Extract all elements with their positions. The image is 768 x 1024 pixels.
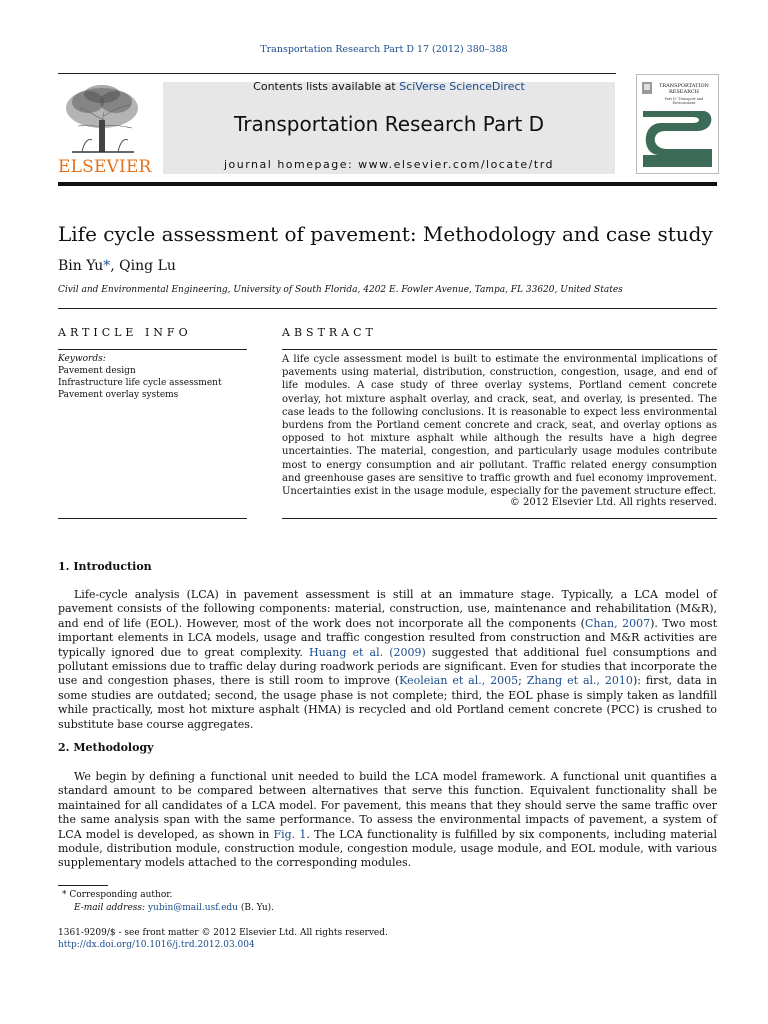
email-footnote	[74, 903, 274, 913]
text-run: ). Two most important elements in LCA models, usage and traffic congestion resulted from construction and M&R activities are typically ignored due to great complexity.	[58, 616, 718, 659]
issn-copyright-line: 1361-9209/$ - see front matter © 2012 Elsevier Ltd. All rights reserved.	[58, 928, 388, 938]
abstract-top-rule	[282, 349, 717, 350]
text-run: ): first, data in some studies are outdated; second, the usage phase is not complete; third, the EOL phase is simply taken as landfill while practically, most hot mixture asphalt (HMA) is recycled and old Portland cement concrete (PCC) is crushed to substitute base course aggregates.	[58, 674, 718, 731]
author-list	[58, 258, 176, 274]
journal-cover-thumbnail	[636, 74, 719, 174]
doi-link[interactable]: http://dx.doi.org/10.1016/j.trd.2012.03.004	[58, 940, 255, 950]
text-run: ;	[518, 674, 527, 688]
elsevier-wordmark: ELSEVIER	[58, 157, 152, 177]
figure-link[interactable]: Fig. 1	[273, 827, 307, 841]
section-heading-methodology: 2. Methodology	[58, 741, 154, 754]
keywords-label: Keywords:	[58, 354, 106, 364]
masthead-top-rule	[58, 73, 616, 74]
article-info-heading: ARTICLE INFO	[58, 326, 192, 339]
citation-link[interactable]: Chan, 2007	[584, 616, 651, 630]
masthead-bottom-rule	[58, 182, 717, 186]
article-info-top-rule	[58, 349, 247, 350]
keyword-item: Pavement design	[58, 366, 136, 376]
citation-link[interactable]: Huang et al. (2009)	[309, 645, 426, 659]
email-suffix: (B. Yu).	[237, 903, 275, 913]
sciencedirect-link[interactable]: SciVerse ScienceDirect	[399, 80, 525, 93]
text-run: We begin by defining a functional unit needed to build the LCA model framework. A functional unit quantifies a standard amount to be compared between alternatives that serve this function. Equivalent functionality shall be maintained for all candidates of a LCA model. For pavement, this means that they should serve the same traffic over the same analysis span with the same performance. To assess the environmental impacts of pavement, a system of LCA model is developed, as shown in	[58, 770, 717, 841]
text-run: . The LCA functionality is fulfilled by six components, including material module, distribution module, construction module, congestion module, usage module, and EOL module, with various supplementary models attached to the corresponding modules.	[58, 827, 718, 870]
abstract-heading: ABSTRACT	[282, 326, 377, 339]
author-first: Bin Yu	[58, 258, 104, 274]
author-affiliation: Civil and Environmental Engineering, University of South Florida, 4202 E. Fowler Avenue, Tampa, FL 33620, United States	[58, 285, 623, 295]
keyword-item: Pavement overlay systems	[58, 390, 179, 400]
methodology-paragraph	[58, 770, 717, 871]
author-rest: , Qing Lu	[110, 258, 176, 274]
citation-link[interactable]: Keoleian et al., 2005	[399, 674, 519, 688]
corresponding-author-mark[interactable]: *	[103, 258, 111, 274]
footnote-rule	[58, 885, 108, 886]
contents-prefix: Contents lists available at	[253, 80, 400, 93]
introduction-paragraph	[58, 588, 717, 732]
contents-available-line	[163, 80, 615, 93]
running-head[interactable]: Transportation Research Part D 17 (2012) 380–388	[260, 44, 508, 55]
cover-subtitle: Part D: Transport and Environment	[664, 97, 704, 105]
paper-title: Life cycle assessment of pavement: Methodology and case study	[58, 222, 713, 246]
abstract-bottom-rule	[282, 518, 717, 519]
keyword-item: Infrastructure life cycle assessment	[58, 378, 222, 388]
text-run: Life-cycle analysis (LCA) in pavement assessment is still at an immature stage. Typically, a LCA model of pavement consists of the following components: material, construction, use, maintenance and rehabilitation (M&R), and end of life (EOL). However, most of the work does not incorporate all the components (	[58, 588, 717, 630]
cover-title: TRANSPORTATION RESEARCH	[659, 83, 709, 95]
journal-homepage-link[interactable]: journal homepage: www.elsevier.com/locate/trd	[223, 158, 555, 171]
email-label: E-mail address:	[74, 903, 148, 913]
email-link[interactable]: yubin@mail.usf.edu	[147, 903, 238, 913]
keywords-list	[58, 365, 222, 401]
corresponding-author-footnote: * Corresponding author.	[62, 890, 173, 900]
section-heading-introduction: 1. Introduction	[58, 560, 152, 573]
affiliation-divider	[58, 308, 717, 309]
journal-name: Transportation Research Part D	[233, 112, 545, 136]
text-run: suggested that additional fuel consumptions and pollutant emissions due to traffic delay during roadwork periods are significant. Even for studies that incorporate the use and congestion phases, there is still room to improve (	[58, 645, 717, 688]
abstract-text: A life cycle assessment model is built to estimate the environmental implications of pavements using material, distribution, construction, congestion, usage, and end of life modules. A case study of three overlay systems, Portland cement concrete overlay, hot mixture asphalt overlay, and crack, seat, and overlay, is presented. The case leads to the following conclusions. It is reasonable to expect less environmental burdens from the Portland cement concrete and crack, seat, and overlay options as opposed to hot mixture asphalt while although the results have a high degree uncertainties. The material, congestion, and particularly usage modules contribute most to energy consumption and air pollutant. Traffic related energy consumption and greenhouse gases are sensitive to traffic growth and fuel economy improvement. Uncertainties exist in the usage module, especially for the pavement structure effect.	[282, 354, 717, 498]
cover-road-graphic	[643, 105, 712, 167]
cover-publisher-icon	[641, 81, 653, 95]
article-info-bottom-rule	[58, 518, 247, 519]
abstract-copyright: © 2012 Elsevier Ltd. All rights reserved.	[509, 497, 717, 508]
citation-link[interactable]: Zhang et al., 2010	[526, 674, 633, 688]
